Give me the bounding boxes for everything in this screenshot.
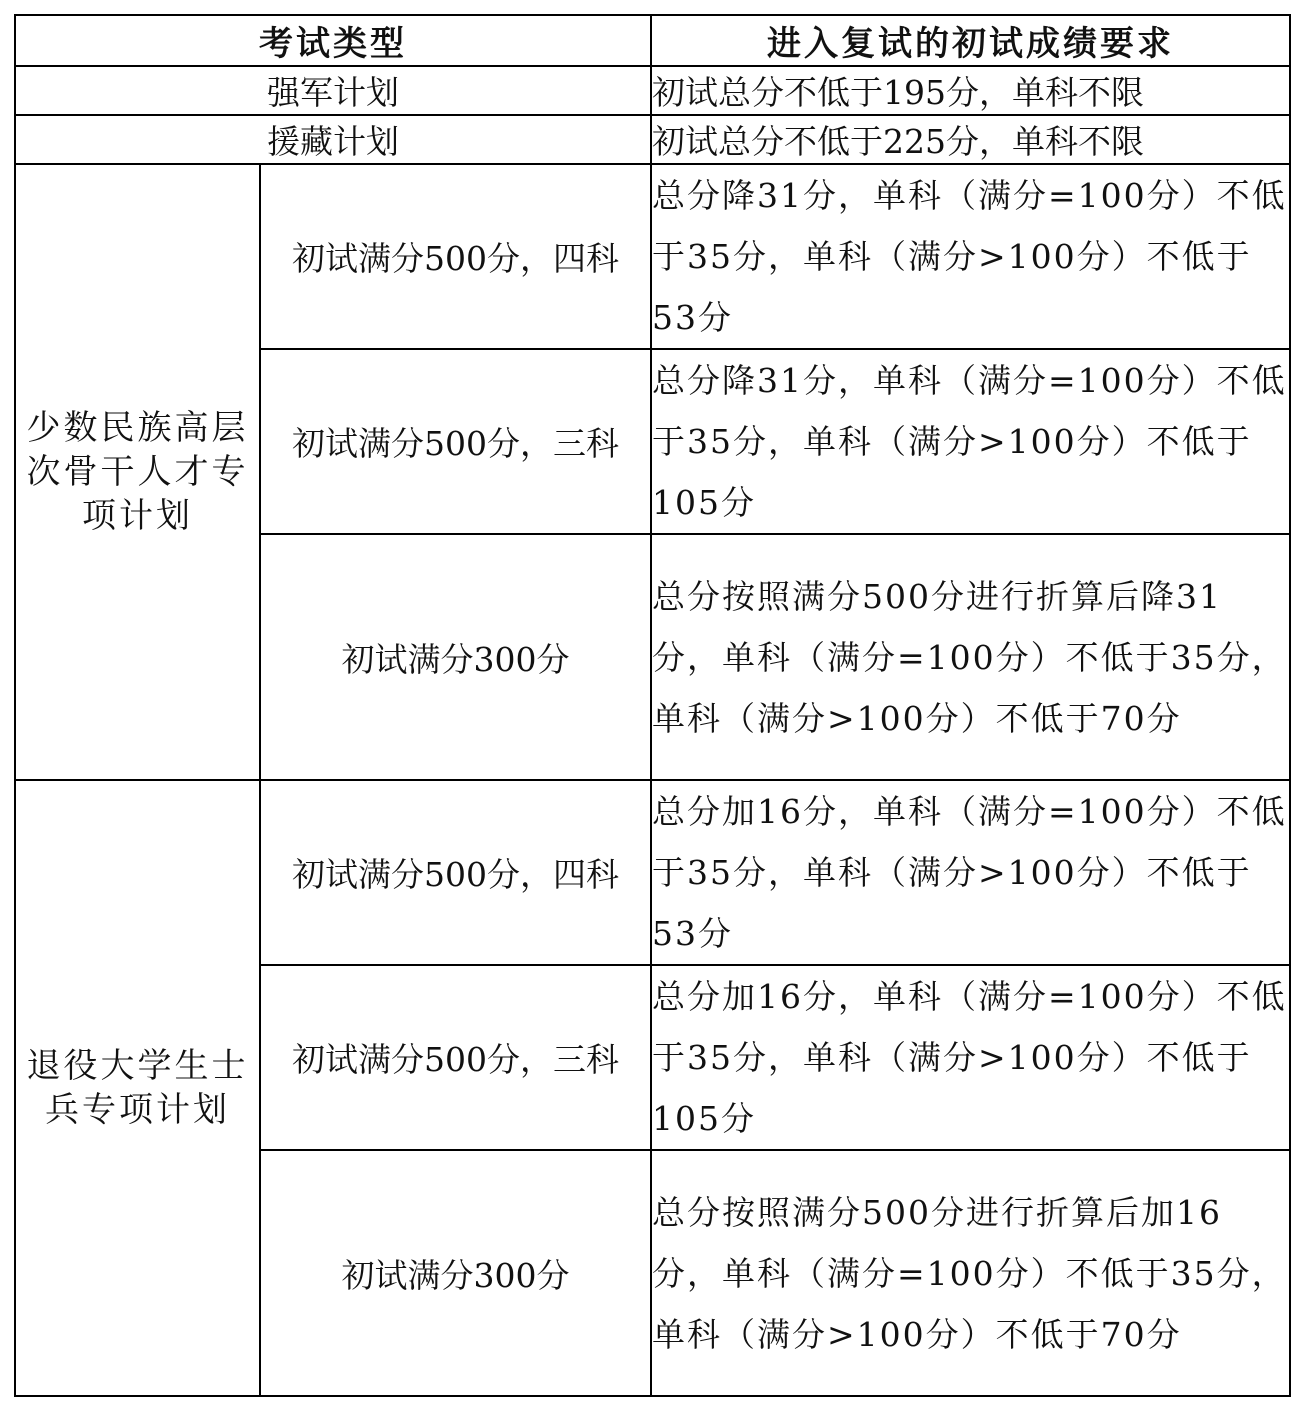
exam-requirement: 总分降31分，单科（满分=100分）不低于35分，单科（满分>100分）不低于53分 bbox=[651, 164, 1290, 349]
exam-condition: 初试满分500分，三科 bbox=[260, 965, 651, 1150]
exam-condition: 初试满分300分 bbox=[260, 1150, 651, 1396]
table-row bbox=[15, 66, 1290, 115]
group-name: 少数民族高层次骨干人才专项计划 bbox=[15, 164, 260, 780]
exam-requirement: 总分降31分，单科（满分=100分）不低于35分，单科（满分>100分）不低于105分 bbox=[651, 349, 1290, 534]
group-name: 退役大学生士兵专项计划 bbox=[15, 780, 260, 1396]
plan-name: 强军计划 bbox=[15, 66, 651, 115]
exam-condition: 初试满分300分 bbox=[260, 534, 651, 780]
exam-requirement: 总分加16分，单科（满分=100分）不低于35分，单科（满分>100分）不低于53分 bbox=[651, 780, 1290, 965]
plan-requirement: 初试总分不低于195分，单科不限 bbox=[651, 66, 1290, 115]
table-row bbox=[15, 164, 1290, 349]
header-requirement: 进入复试的初试成绩要求 bbox=[651, 15, 1290, 66]
plan-name: 援藏计划 bbox=[15, 115, 651, 164]
exam-condition: 初试满分500分，四科 bbox=[260, 780, 651, 965]
exam-condition: 初试满分500分，三科 bbox=[260, 349, 651, 534]
exam-requirement: 总分按照满分500分进行折算后加16分，单科（满分=100分）不低于35分，单科（满分>100分）不低于70分 bbox=[651, 1150, 1290, 1396]
score-requirements-table bbox=[14, 14, 1291, 1397]
table-row bbox=[15, 115, 1290, 164]
table-row bbox=[15, 780, 1290, 965]
exam-condition: 初试满分500分，四科 bbox=[260, 164, 651, 349]
header-row bbox=[15, 15, 1290, 66]
exam-requirement: 总分按照满分500分进行折算后降31分，单科（满分=100分）不低于35分，单科（满分>100分）不低于70分 bbox=[651, 534, 1290, 780]
header-exam-type: 考试类型 bbox=[15, 15, 651, 66]
exam-requirement: 总分加16分，单科（满分=100分）不低于35分，单科（满分>100分）不低于105分 bbox=[651, 965, 1290, 1150]
plan-requirement: 初试总分不低于225分，单科不限 bbox=[651, 115, 1290, 164]
